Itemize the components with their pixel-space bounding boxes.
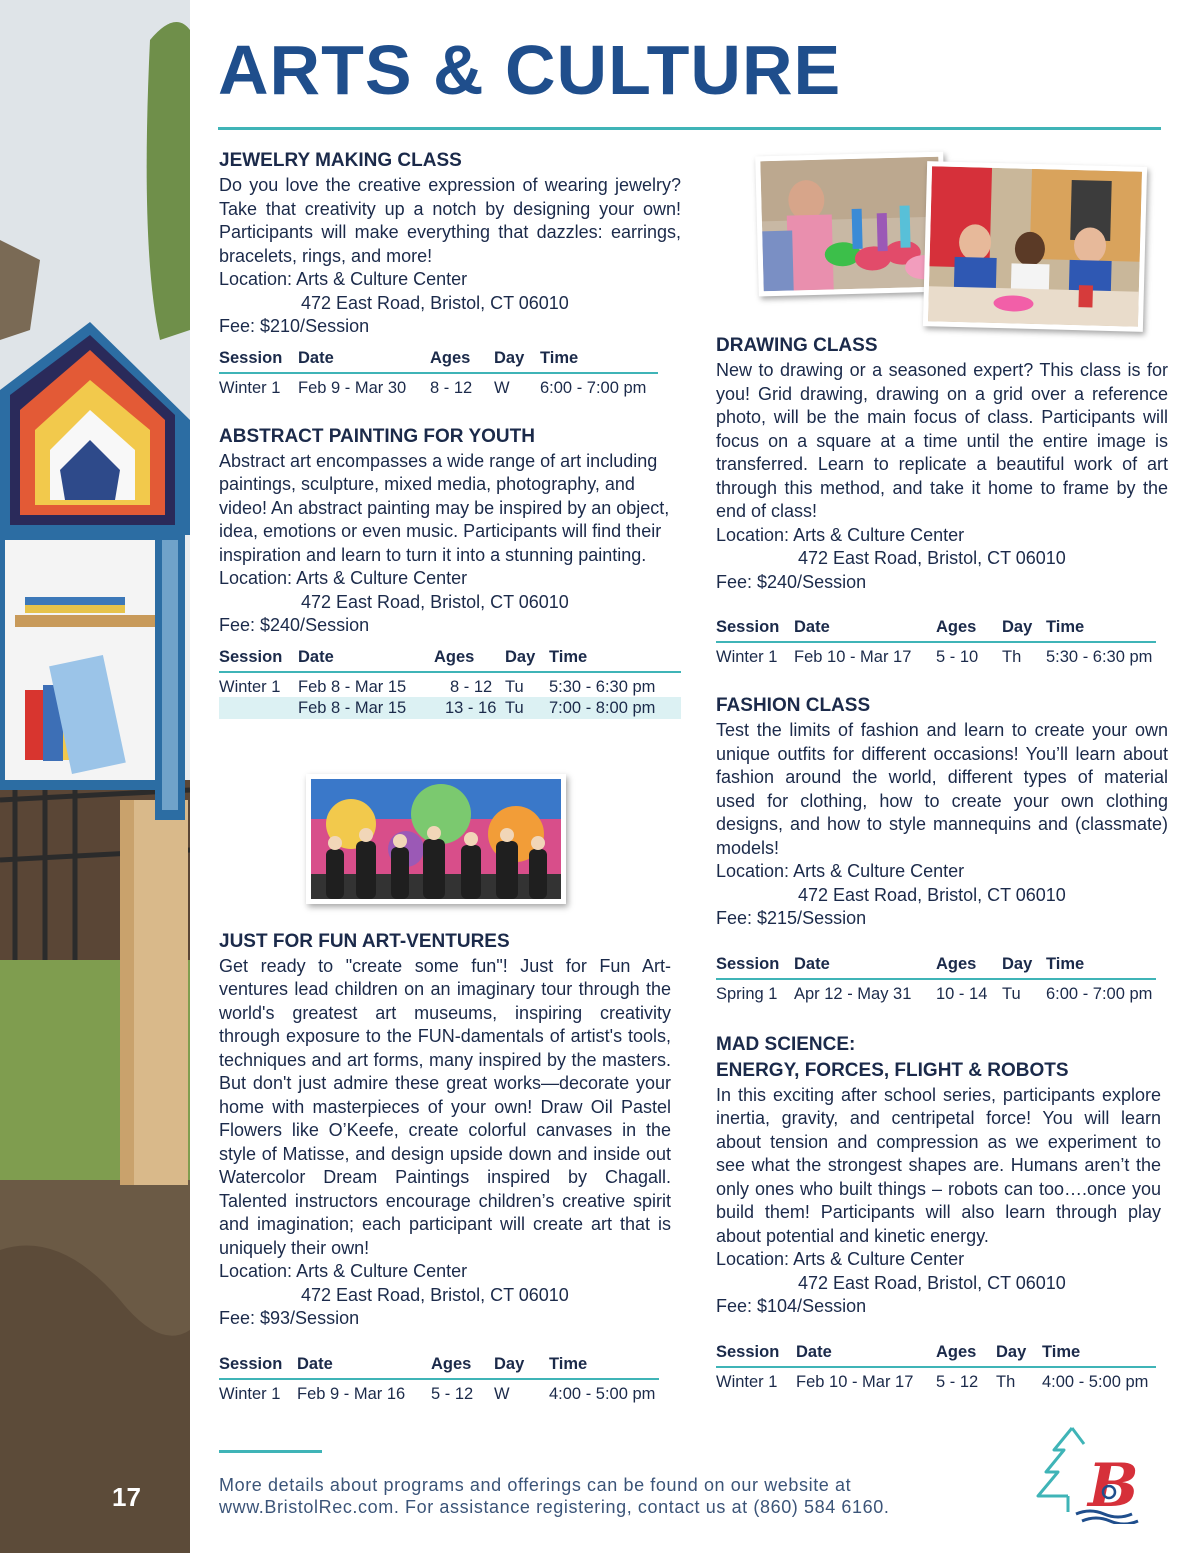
section-description: Abstract art encompasses a wide range of art including paintings, sculpture, mixed media, photography, and video! An abstract painting may be inspired by an object, idea, emotions or even music. Participants will find their inspiration and learn to turn it into a stunning painting.	[219, 450, 670, 565]
fee-text: Fee: $210/Session	[219, 316, 370, 336]
location-label: Location: Arts & Culture Center	[716, 861, 965, 881]
table-cell: 6:00 - 7:00 pm	[1046, 984, 1153, 1003]
table-cell: 10 - 14	[936, 984, 988, 1003]
column-header: Time	[549, 1353, 659, 1379]
fun-art-section	[219, 929, 681, 1404]
column-header: Day	[494, 347, 540, 373]
column-header: Date	[794, 616, 936, 642]
table-cell: 5:30 - 6:30 pm	[1046, 648, 1153, 666]
column-header: Session	[219, 1353, 297, 1379]
section-description: New to drawing or a seasoned expert? This class is for you! Grid drawing, drawing on a grid over a reference photo, will be the main focus of class. Participants will focus on a square at a time until the entire image is transferred. Learn to replicate a beautiful work of art through this method, and take it home to frame by the end of class!	[716, 360, 1168, 521]
table-cell	[219, 697, 298, 719]
section-description: Test the limits of fashion and learn to create your own unique outfits for different occasions! You’ll learn about fashion around the world, different types of material used for clothing, how to create your own clothing designs, and how to style mannequins and (classmate) models!	[716, 720, 1168, 858]
bristol-rec-logo	[1032, 1422, 1144, 1524]
footer-line: www.BristolRec.com. For assistance registering, contact us at (860) 584 6160.	[219, 1497, 890, 1517]
location-label: Location: Arts & Culture Center	[219, 1261, 468, 1281]
table-cell: 5:30 - 6:30 pm	[549, 677, 656, 696]
page-title: ARTS & CULTURE	[218, 31, 842, 109]
table-cell: W	[494, 378, 510, 397]
abstract-section	[219, 424, 681, 719]
table-cell: 7:00 - 8:00 pm	[549, 697, 681, 719]
title-divider	[218, 127, 1161, 130]
table-cell: 5 - 12	[431, 1384, 474, 1403]
schedule-table	[716, 953, 1156, 1004]
column-header: Ages	[936, 1341, 996, 1367]
column-header: Ages	[936, 616, 1002, 642]
column-header: Day	[494, 1353, 549, 1379]
fee-text: Fee: $93/Session	[219, 1308, 360, 1328]
side-photo-library	[0, 0, 190, 1553]
table-cell: 6:00 - 7:00 pm	[540, 378, 647, 397]
table-cell: Feb 8 - Mar 15	[298, 697, 434, 719]
fashion-section	[716, 693, 1168, 1004]
section-subtitle: ENERGY, FORCES, FLIGHT & ROBOTS	[716, 1059, 1069, 1081]
address-text: 472 East Road, Bristol, CT 06010	[798, 1272, 1066, 1293]
column-header: Session	[219, 347, 298, 373]
fee-text: Fee: $240/Session	[219, 615, 370, 635]
table-cell: Feb 9 - Mar 16	[297, 1384, 406, 1403]
location-label: Location: Arts & Culture Center	[716, 524, 965, 545]
art-class-photo	[755, 152, 947, 297]
column-header: Date	[298, 347, 430, 373]
fee-text: Fee: $104/Session	[716, 1296, 867, 1316]
schedule-table	[716, 616, 1156, 667]
section-description: In this exciting after school series, participants explore inertia, gravity, and centripetal force! You will learn about tension and compression as we experiment to see what the strongest shapes are. Humans aren’t the only ones who built things – robots can too….once you build them! Participants will also learn through play about potential and kinetic energy.	[716, 1084, 1161, 1246]
column-header: Date	[796, 1341, 936, 1367]
table-cell: 5 - 12	[936, 1372, 979, 1391]
footer-text	[219, 1474, 999, 1518]
column-header: Time	[549, 646, 681, 672]
section-title: FASHION CLASS	[716, 695, 871, 716]
column-header: Session	[219, 646, 298, 672]
table-header-row	[716, 1341, 1156, 1367]
table-cell: Th	[1002, 648, 1022, 666]
section-description: Get ready to "create some fun"! Just for Fun Art-ventures lead children on an imaginary tour through the world's greatest art museums, inspiring creativity through exposure to the FUN-damentals of artist's tools, techniques and art forms, many inspired by the masters. But don't just admire these great works—decorate your home with masterpieces of your own! Draw Oil Pastel Flowers like O’Keefe, create colorful canvases in the style of Matisse, and design upside down and inside out Watercolor Dream Paintings inspired by Chagall. Talented instructors encourage children’s creative spirit and imagination; each participant will create art that is uniquely their own!	[219, 955, 671, 1258]
section-title: JEWELRY MAKING CLASS	[219, 150, 462, 171]
table-header-row	[716, 616, 1156, 642]
column-header: Ages	[431, 1353, 494, 1379]
table-cell: Winter 1	[716, 1372, 778, 1391]
table-cell: Winter 1	[219, 1384, 281, 1403]
table-row	[219, 672, 681, 697]
column-header: Ages	[430, 347, 494, 373]
location-label: Location: Arts & Culture Center	[219, 269, 468, 289]
column-header: Date	[298, 646, 434, 672]
kids-painting-photo	[923, 161, 1147, 332]
table-cell: Tu	[505, 697, 549, 719]
table-header-row	[716, 953, 1156, 979]
column-header: Time	[1042, 1341, 1156, 1367]
right-column	[716, 333, 1168, 1392]
table-header-row	[219, 1353, 659, 1379]
schedule-table	[219, 1353, 659, 1404]
mad-science-section	[716, 1032, 1168, 1392]
jewelry-section	[219, 148, 681, 398]
table-cell: Tu	[1002, 984, 1021, 1003]
section-title: ABSTRACT PAINTING FOR YOUTH	[219, 425, 535, 447]
mural-photo	[306, 774, 566, 904]
column-header: Date	[794, 953, 936, 979]
table-row	[716, 1367, 1156, 1392]
column-header: Time	[1046, 616, 1156, 642]
table-cell: Spring 1	[716, 984, 778, 1003]
table-cell: 8 - 12	[430, 378, 473, 397]
fee-text: Fee: $215/Session	[716, 908, 867, 928]
location-label: Location: Arts & Culture Center	[716, 1249, 965, 1269]
table-cell: Feb 10 - Mar 17	[794, 648, 912, 666]
column-header: Ages	[936, 953, 1002, 979]
table-cell: 4:00 - 5:00 pm	[1042, 1372, 1149, 1391]
table-row	[716, 642, 1156, 667]
schedule-table	[219, 347, 658, 398]
schedule-table	[716, 1341, 1156, 1392]
column-header: Session	[716, 616, 794, 642]
address-text: 472 East Road, Bristol, CT 06010	[301, 591, 569, 612]
table-cell: 5 - 10	[936, 648, 979, 666]
footer-line: More details about programs and offerings can be found on our website at	[219, 1475, 852, 1495]
table-row	[219, 373, 658, 398]
table-cell: 4:00 - 5:00 pm	[549, 1384, 656, 1403]
column-header: Session	[716, 953, 794, 979]
footer-divider	[219, 1450, 322, 1453]
column-header: Day	[996, 1341, 1042, 1367]
column-header: Ages	[434, 646, 505, 672]
column-header: Day	[1002, 953, 1046, 979]
table-cell: Winter 1	[219, 378, 281, 397]
table-cell: Apr 12 - May 31	[794, 984, 912, 1003]
fee-text: Fee: $240/Session	[716, 571, 867, 592]
drawing-section	[716, 333, 1168, 667]
table-cell: Feb 10 - Mar 17	[796, 1372, 914, 1391]
column-header: Date	[297, 1353, 431, 1379]
table-row	[219, 1379, 659, 1404]
table-cell: W	[494, 1384, 510, 1403]
page-number: 17	[112, 1482, 141, 1512]
table-header-row	[219, 646, 681, 672]
table-cell: Tu	[505, 677, 524, 696]
section-description: Do you love the creative expression of wearing jewelry? Take that creativity up a notch by designing your own! Participants will make everything that dazzles: earrings, bracelets, rings, and more!	[219, 175, 681, 266]
schedule-table	[219, 646, 681, 719]
location-label: Location: Arts & Culture Center	[219, 568, 468, 588]
logo-letter: B	[1088, 1451, 1139, 1521]
table-cell: 13 - 16	[434, 697, 505, 719]
table-cell: Winter 1	[716, 648, 778, 666]
column-header: Day	[505, 646, 549, 672]
section-title: DRAWING CLASS	[716, 335, 878, 356]
table-cell: Feb 9 - Mar 30	[298, 378, 407, 397]
column-header: Time	[1046, 953, 1156, 979]
table-row	[219, 697, 681, 719]
table-header-row	[219, 347, 658, 373]
address-text: 472 East Road, Bristol, CT 06010	[798, 548, 1066, 568]
table-cell: 8 - 12	[450, 677, 493, 696]
table-cell: Winter 1	[219, 677, 281, 696]
table-row	[716, 979, 1156, 1004]
column-header: Day	[1002, 616, 1046, 642]
section-title: JUST FOR FUN ART-VENTURES	[219, 930, 510, 952]
address-text: 472 East Road, Bristol, CT 06010	[301, 1284, 569, 1305]
address-text: 472 East Road, Bristol, CT 06010	[301, 292, 569, 313]
table-cell: Feb 8 - Mar 15	[298, 677, 407, 696]
address-text: 472 East Road, Bristol, CT 06010	[798, 884, 1066, 905]
column-header: Session	[716, 1341, 796, 1367]
table-cell: Th	[996, 1372, 1016, 1391]
section-title: MAD SCIENCE:	[716, 1033, 856, 1055]
column-header: Time	[540, 347, 658, 373]
